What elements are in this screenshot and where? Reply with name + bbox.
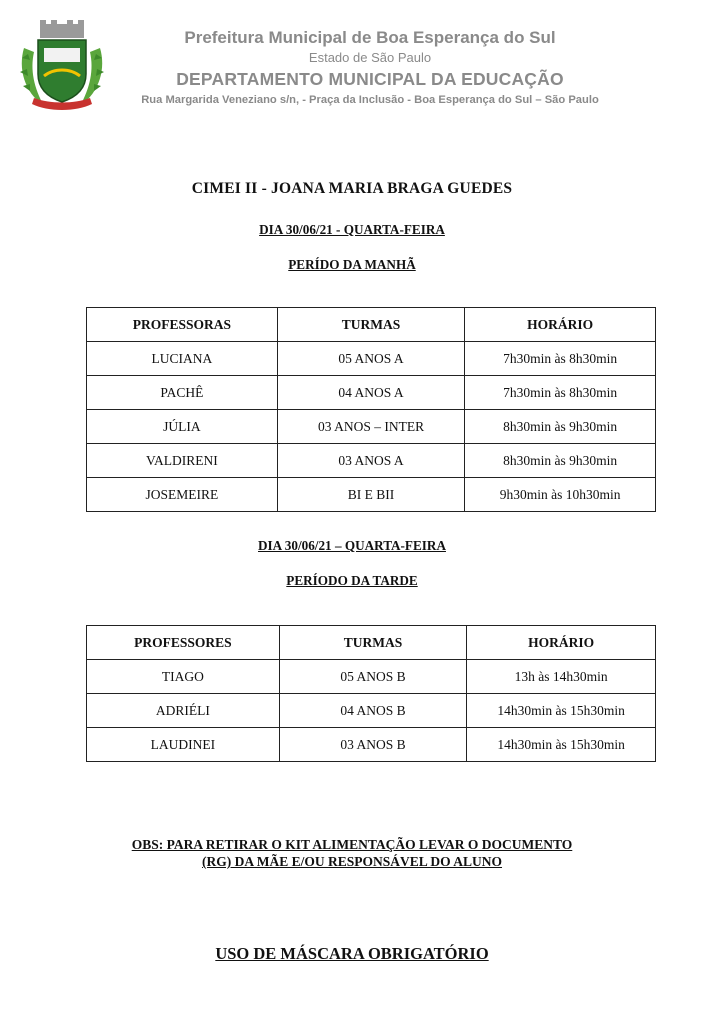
obs-note-line-2: (RG) DA MÃE E/OU RESPONSÁVEL DO ALUNO bbox=[201, 854, 503, 869]
afternoon-date: DIA 30/06/21 – QUARTA-FEIRA bbox=[258, 538, 446, 553]
state-name: Estado de São Paulo bbox=[308, 50, 432, 65]
afternoon-schedule-table bbox=[86, 625, 656, 762]
class-cell: 03 ANOS A bbox=[277, 444, 465, 478]
address: Rua Margarida Veneziano s/n, - Praça da Inclusão - Boa Esperança do Sul – São Paulo bbox=[141, 94, 599, 106]
table-row bbox=[87, 660, 656, 694]
class-cell: 05 ANOS A bbox=[277, 342, 465, 376]
time-cell: 7h30min às 8h30min bbox=[465, 376, 656, 410]
class-cell: 04 ANOS A bbox=[277, 376, 465, 410]
morning-date: DIA 30/06/21 - QUARTA-FEIRA bbox=[259, 222, 445, 237]
teacher-cell: LUCIANA bbox=[87, 342, 278, 376]
column-header: HORÁRIO bbox=[465, 308, 656, 342]
teacher-cell: JOSEMEIRE bbox=[87, 478, 278, 512]
teacher-cell: LAUDINEI bbox=[87, 728, 280, 762]
time-cell: 7h30min às 8h30min bbox=[465, 342, 656, 376]
table-row bbox=[87, 694, 656, 728]
table-row bbox=[87, 444, 656, 478]
class-cell: 04 ANOS B bbox=[279, 694, 467, 728]
time-cell: 14h30min às 15h30min bbox=[467, 694, 656, 728]
teacher-cell: TIAGO bbox=[87, 660, 280, 694]
municipal-crest-icon bbox=[14, 18, 110, 114]
time-cell: 14h30min às 15h30min bbox=[467, 728, 656, 762]
time-cell: 13h às 14h30min bbox=[467, 660, 656, 694]
column-header: PROFESSORAS bbox=[87, 308, 278, 342]
column-header: TURMAS bbox=[277, 308, 465, 342]
morning-period: PERÍDO DA MANHÃ bbox=[288, 257, 416, 272]
afternoon-period: PERÍODO DA TARDE bbox=[286, 573, 418, 588]
class-cell: 03 ANOS B bbox=[279, 728, 467, 762]
time-cell: 9h30min às 10h30min bbox=[465, 478, 656, 512]
obs-note-line-1: OBS: PARA RETIRAR O KIT ALIMENTAÇÃO LEVAR O DOCUMENTO bbox=[131, 837, 573, 852]
teacher-cell: PACHÊ bbox=[87, 376, 278, 410]
column-header: HORÁRIO bbox=[467, 626, 656, 660]
letterhead bbox=[0, 0, 704, 120]
class-cell: 03 ANOS – INTER bbox=[277, 410, 465, 444]
table-row bbox=[87, 376, 656, 410]
table-row bbox=[87, 478, 656, 512]
teacher-cell: ADRIÉLI bbox=[87, 694, 280, 728]
table-row bbox=[87, 342, 656, 376]
mask-notice: USO DE MÁSCARA OBRIGATÓRIO bbox=[215, 944, 489, 963]
class-cell: 05 ANOS B bbox=[279, 660, 467, 694]
table-row bbox=[87, 728, 656, 762]
column-header: TURMAS bbox=[279, 626, 467, 660]
time-cell: 8h30min às 9h30min bbox=[465, 444, 656, 478]
table-row bbox=[87, 410, 656, 444]
time-cell: 8h30min às 9h30min bbox=[465, 410, 656, 444]
municipality-name: Prefeitura Municipal de Boa Esperança do Sul bbox=[184, 28, 556, 47]
teacher-cell: JÚLIA bbox=[87, 410, 278, 444]
class-cell: BI E BII bbox=[277, 478, 465, 512]
table-header-row bbox=[87, 626, 656, 660]
teacher-cell: VALDIRENI bbox=[87, 444, 278, 478]
morning-schedule-table bbox=[86, 307, 656, 512]
department-name: DEPARTAMENTO MUNICIPAL DA EDUCAÇÃO bbox=[176, 69, 564, 89]
column-header: PROFESSORES bbox=[87, 626, 280, 660]
table-header-row bbox=[87, 308, 656, 342]
school-title: CIMEI II - JOANA MARIA BRAGA GUEDES bbox=[191, 180, 513, 197]
